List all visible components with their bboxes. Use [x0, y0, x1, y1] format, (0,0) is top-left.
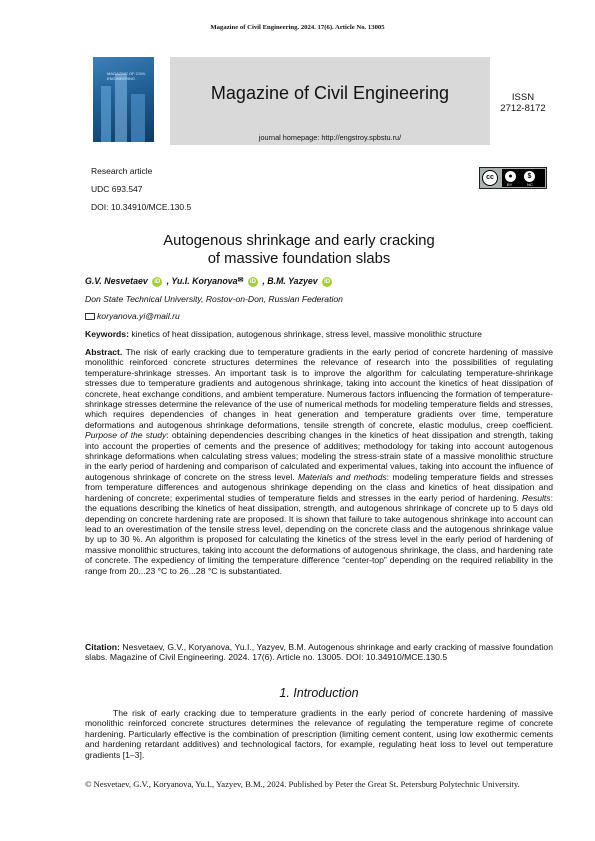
- journal-homepage-link[interactable]: journal homepage: http://engstroy.spbstu.ru/: [258, 133, 402, 142]
- by-label: BY: [507, 182, 513, 187]
- orcid-icon[interactable]: iD: [324, 279, 331, 285]
- purpose-label: Purpose of the study: [85, 430, 167, 441]
- results-label: Results: [521, 492, 551, 503]
- article-title-line-1: Autogenous shrinkage and early cracking: [163, 233, 435, 249]
- keywords: [85, 329, 555, 339]
- orcid-icon[interactable]: iD: [154, 279, 161, 285]
- abstract: [85, 347, 553, 576]
- corresponding-email[interactable]: [85, 311, 180, 321]
- orcid-icon[interactable]: iD: [249, 279, 256, 285]
- cc-by-nc-license-icon[interactable]: [479, 167, 547, 189]
- cover-title: MAGAZINE OF CIVIL ENGINEERING: [107, 71, 146, 81]
- citation-text: Nesvetaev, G.V., Koryanova, Yu.I., Yazyev, B.M. Autogenous shrinkage and early cracking of massive foundation slabs. Magazine of Civil Engineering. 2024. 17(6). Article no. 13005. DOI: 10.34910/MCE.130.5: [85, 642, 553, 663]
- section-heading-introduction: 1. Introduction: [279, 686, 359, 700]
- keywords-label: Keywords:: [85, 329, 129, 339]
- doi-link[interactable]: DOI: 10.34910/MCE.130.5: [91, 202, 192, 212]
- citation: [85, 642, 553, 663]
- journal-running-header: Magazine of Civil Engineering. 2024. 17(6). Article No. 13005: [210, 24, 385, 31]
- author-separator: ,: [166, 276, 170, 286]
- author-list: [85, 276, 334, 287]
- cc-icon: cc: [482, 170, 498, 186]
- affiliation: Don State Technical University, Rostov-on-Don, Russian Federation: [85, 294, 343, 304]
- author-name[interactable]: G.V. Nesvetaev: [85, 276, 148, 286]
- introduction-paragraph: The risk of early cracking due to temperature gradients in the early period of concrete hardening of massive monolithic reinforced concrete structures determines the relevance of regulating the temperature regime of concrete hardening. Particularly effective is the combination of prescription (limiting cement content, using low exothermic cements and hardening retardant additives) and technological factors, for example, regulating heat loss to level out temperature gradients [1–3].: [85, 708, 553, 760]
- cover-building-shape: [101, 86, 111, 142]
- article-title-line-2: of massive foundation slabs: [207, 251, 391, 267]
- citation-label: Citation:: [85, 642, 120, 652]
- corresponding-author-envelope-icon: ✉: [237, 277, 244, 284]
- article-type: Research article: [91, 166, 153, 176]
- keywords-text: kinetics of heat dissipation, autogenous shrinkage, stress level, massive monolithic structure: [131, 329, 482, 339]
- by-person-icon: ●: [505, 171, 516, 182]
- cover-building-shape: [115, 74, 127, 142]
- journal-cover-image: [93, 57, 154, 142]
- cover-building-shape: [131, 94, 145, 142]
- email-address[interactable]: koryanova.yi@mail.ru: [97, 311, 180, 321]
- author-name[interactable]: B.M. Yazyev: [267, 276, 318, 286]
- author-name[interactable]: Yu.I. Koryanova: [171, 276, 238, 286]
- udc-code: UDC 693.547: [91, 184, 143, 194]
- issn-label: ISSN: [511, 92, 535, 103]
- issn-block: [492, 92, 554, 114]
- article-title: [90, 232, 508, 268]
- journal-title: Magazine of Civil Engineering: [210, 83, 450, 103]
- nc-dollar-icon: $: [524, 171, 535, 182]
- envelope-icon: [85, 313, 95, 320]
- journal-banner: [170, 57, 490, 145]
- nc-label: NC: [527, 182, 533, 187]
- methods-text: : modeling temperature fields and stresses from temperature differences and autogenous shrinkage depending on the class and kinetics of heat dissipation and hardening of concrete; experimental studies of temperature fields and stresses in the early period of hardening.: [85, 471, 554, 503]
- results-text: : the equations describing the kinetics of heat dissipation, strength, and autogenous shrinkage of concrete up to 5 days old depending on concrete hardening rate are proposed. It is shown that failure to take autogenous shrinkage into account can lead to an overestimation of the tensile stress level, depending on the concrete class and the autogenous shrinkage value by up to 30 %. An algorithm is proposed for calculating the kinetics of the stress level in the early period of hardening of massive monolithic structures, taking into account the deformations of autogenous shrinkage, the class, and hardening rate of concrete. The expediency of limiting the temperature difference “center-top” depending on the required reliability in the range from 20...23 °C to 26...28 °C is substantiated.: [85, 492, 553, 576]
- abstract-label: Abstract.: [85, 347, 123, 357]
- purpose-text: : obtaining dependencies describing changes in the kinetics of heat dissipation and strength, taking into account the properties of cements and the presence of additives; methodology for taking into account autogenous shrinkage deformations when calculating stress values; modeling the stress-strain state of a massive monolithic structure in the early period of hardening and comparison of calculated and experimental values, taking into account the influence of autogenous shrinkage of concrete on the stress level.: [85, 430, 553, 482]
- methods-label: Materials and methods: [297, 471, 387, 482]
- issn-number: 2712-8172: [500, 103, 546, 114]
- abstract-text: The risk of early cracking due to temperature gradients in the early period of concrete hardening of massive monolithic reinforced concrete structures determines the relevance of research into the possibilities of regulating temperature-shrinkage stresses. An important task is to improve the algorithm for calculating temperature-shrinkage stresses due to temperature gradients and autogenous shrinkage, taking into account the kinetics of heat dissipation of concrete, heat exchange conditions, and ambient temperature. Numerous factors influencing the formation of temperature-shrinkage stresses determine the relevance of the use of numerical methods for modeling temperature fields and stresses, which requires dependencies of changes in heat generation and temperature gradients over time, temperature deformations and autogenous shrinkage deformations, tensile strength of concrete, elastic modulus, creep coefficient.: [85, 347, 553, 430]
- author-separator: ,: [262, 276, 265, 286]
- copyright-footer: © Nesvetaev, G.V., Koryanova, Yu.I., Yazyev, B.M., 2024. Published by Peter the Great St. Petersburg Polytechnic University.: [85, 779, 520, 789]
